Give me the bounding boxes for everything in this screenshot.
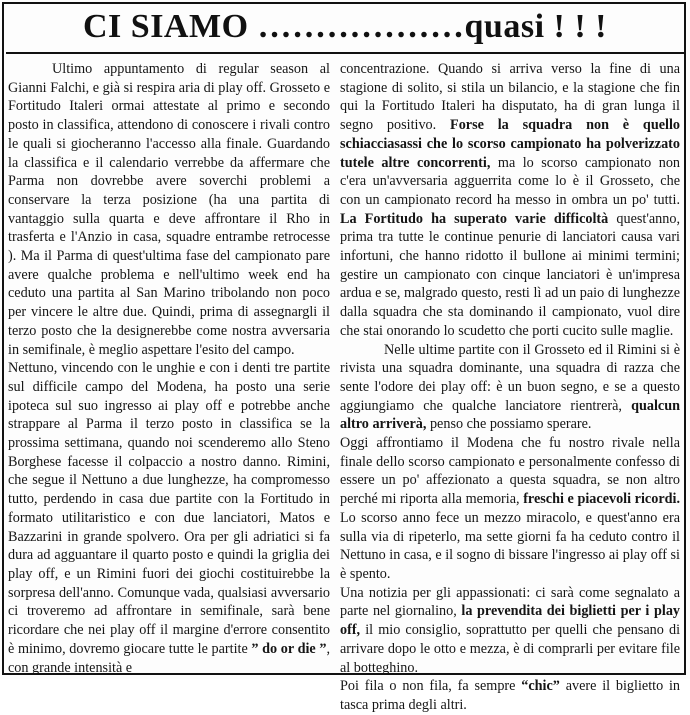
paragraph-nettuno-tail: , con grande intensità e [8,640,331,676]
paragraph-tickets [340,584,680,678]
bold-run: Forse la squadra non è quello schiacciasassi che lo scorso campionato ha polverizzato tutele altre concorrenti, [340,117,680,171]
left-column [8,60,330,677]
text-run: Lo scorso anno fece un mezzo miracolo, e quest'anno era sulla via di ripeterlo, ma sette giorni fa ha ceduto contro il Nettuno in casa, e il sogno di bissare l'ingresso ai play off si è spento. [340,509,680,582]
article-title: CI SIAMO ………………quasi ! ! ! [83,8,607,45]
text-run: Nelle ultime partite con il Grosseto ed il Rimini si è rivista una squadra dominante, una squadra di razza che sente l'odore dei play off: è un buon segno, e se a questo aggiungiamo che qualche lanciatore rientrerà, [340,341,680,414]
do-or-die-phrase: ” do or die ” [251,640,327,657]
chic-word: “chic” [521,678,560,695]
text-run: Oggi affrontiamo il Modena che fu nostro rivale nella finale dello scorso campionato e personalmente confesso di essere un po' affezionato a questa squadra, se non altro perché mi riporta alla memoria, [340,435,680,508]
text-run: penso che possiamo sperare. [429,416,592,433]
paragraph-last-games [340,341,680,435]
paragraph-nettuno [8,359,330,677]
paragraph-season-review [340,60,680,341]
text-run: Una notizia per gli appassionati: ci sarà come segnalato a parte nel giornalino, [340,584,680,620]
text-run: ma lo scorso campionato non c'era un'avversaria agguerrita come lo è il Grosseto, che con un campionato record ha messo in ombra un po' tutti. [340,154,681,208]
text-run: Poi fila o non fila, fa sempre [340,678,516,695]
paragraph-modena [340,434,680,584]
paragraph-chic [340,677,680,714]
title-divider [6,52,684,54]
text-run: quest'anno, prima tra tutte le continue penurie di lanciatori causa vari infortuni, che hanno ridotto il bullone ai minimi termini; gestire un campionato con cinque lanciatori è un'impresa ardua e se, malgrado questo, resti lì ad un paio di lunghezze dalla squadra che sta dominando il campionato, vuol dire che stai onorando lo scudetto che porti cucito sulle maglie. [340,210,681,339]
text-run: concentrazione. Quando si arriva verso la fine di una stagione di solito, si stila un bilancio, e la stagione che fin qui la Fortitudo Italeri ha disputato, ha di gran lunga il segno positivo. [340,61,680,134]
bold-run: freschi e piacevoli ricordi. [523,491,680,508]
bold-run: qualcun altro arriverà, [340,397,680,433]
text-run: avere il biglietto in tasca prima degli altri. [340,678,681,713]
text-run: il mio consiglio, soprattutto per quelli che pensano di arrivare dopo le otto e mezza, è di comprarli per evitare file al botteghino. [340,622,681,676]
paragraph-nettuno-text: Nettuno, vincendo con le unghie e con i denti tre partite sul difficile campo del Modena, ha posto una serie ipoteca sul suo ingresso ai play off e potrebbe anche strappare al Parma il terzo posto in classifica se la prossima settimana, quando noi scenderemo allo Steno Borghese facesse il colpaccio a nostro danno. Rimini, che segue il Nettuno a due lunghezze, ha compromesso tutto, perdendo in casa due partite con la Fortitudo in formato utilitaristico e con due lanciatori, Matos e Bazzarini in grande spolvero. Ora per gli adriatici si fa dura ad agguantare il quarto posto e quindi la griglia dei play off, e un Rimini fuori dei giochi costituirebbe la sorpresa dell'anno. Comunque vada, qualsiasi avversario ci troveremo ad affrontare in semifinale, sarà bene ricordare che nei play off il margine d'errore consentito è minimo, dovremo giocare tutte le partite [8,360,330,657]
bold-run: la prevendita dei biglietti per i play off, [340,603,681,639]
paragraph-intro: Ultimo appuntamento di regular season al Gianni Falchi, e già si respira aria di play off. Grosseto e Fortitudo Italeri ormai attestate al primo e secondo posto in classifica, attendono di conoscere i rivali contro le quali si giocheranno l'accesso alla finale. Guardando la classifica e il calendario verrebbe da affermare che Parma non dovrebbe avere soverchi problemi a conservare la terza posizione (ha una partita di vantaggio sulla quarta e deve affrontare il Rho in trasferta e l'Anzio in casa, squadre entrambe retrocesse ). Ma il Parma di quest'ultima fase del campionato pare avere qualche problema e nell'ultimo week end ha ceduto una partita al San Marino tribolando non poco per vincere le altre due. Quindi, prima di assegnargli il terzo posto che la designerebbe come nostra avversaria in semifinale, è meglio aspettare l'esito del campo. [8,61,330,358]
bold-run: La Fortitudo ha superato varie difficoltà [340,210,609,227]
right-column [340,60,680,715]
